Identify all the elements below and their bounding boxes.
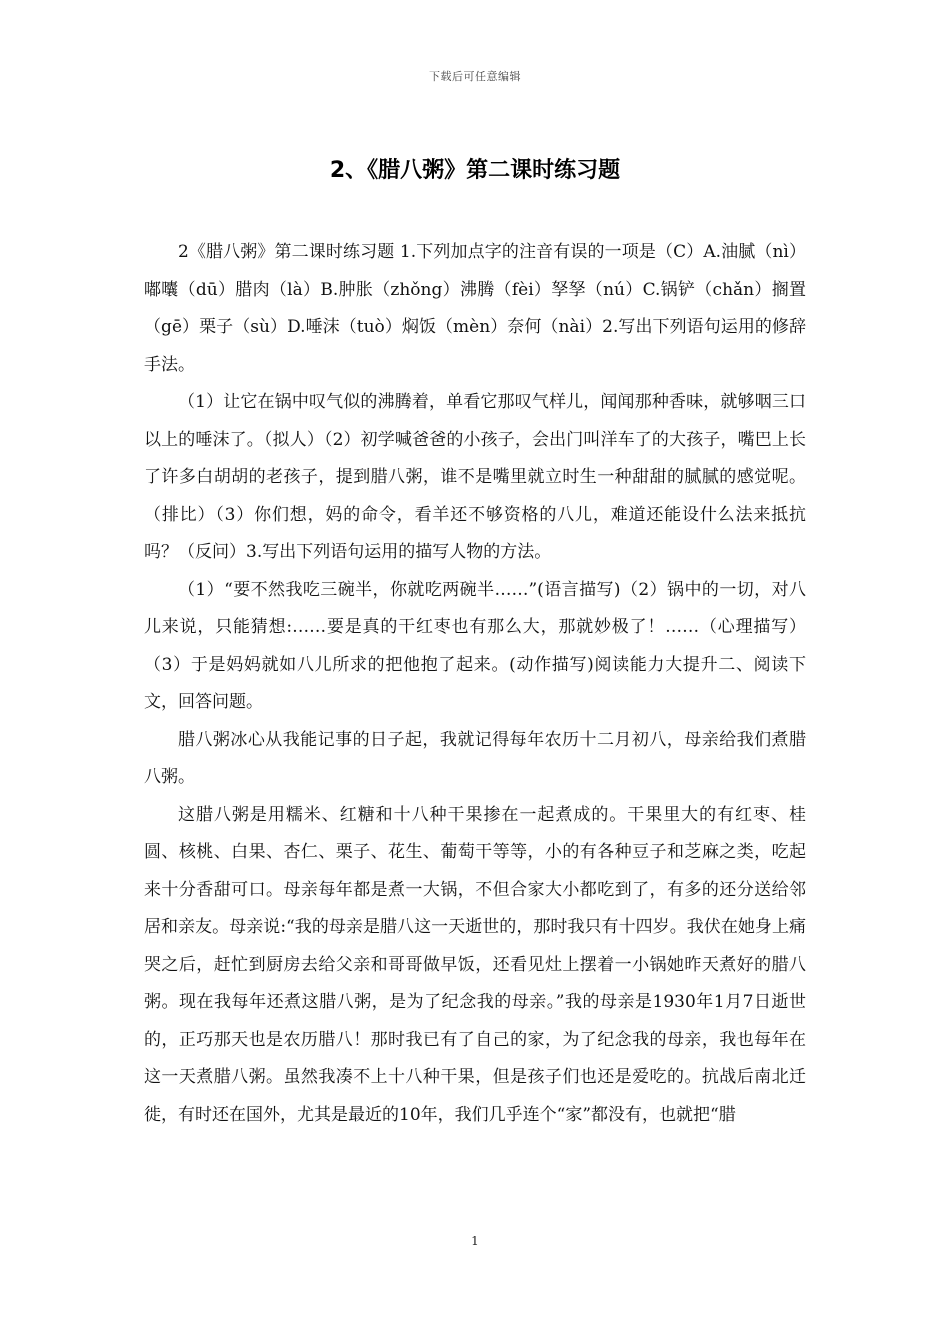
page-number: 1 — [471, 1234, 479, 1248]
paragraph-reading-intro: 腊八粥冰心从我能记事的日子起，我就记得每年农历十二月初八，母亲给我们煮腊八粥。 — [144, 729, 806, 787]
document-body — [144, 234, 806, 1134]
paragraph-rhetoric-answers: （1）让它在锅中叹气似的沸腾着，单看它那叹气样儿，闻闻那种香味，就够咽三口以上的唾沫了。（拟人）（2）初学喊爸爸的小孩子，会出门叫洋车了的大孩子，嘴巴上长了许多白胡胡的老孩子，提到腊八粥，谁不是嘴里就立时生一种甜甜的腻腻的感觉呢。（排比）（3）你们想，妈的命令，看羊还不够资格的八儿，难道还能设什么法来抵抗吗？（反问）3.写出下列语句运用的描写人物的方法。 — [144, 392, 806, 562]
document-title: 2、《腊八粥》第二课时练习题 — [329, 158, 621, 183]
paragraph-exercise-intro: 2《腊八粥》第二课时练习题 1.下列加点字的注音有误的一项是（C）A.油腻（nì）嘟囔（dū）腊肉（là）B.肿胀（zhǒng）沸腾（fèi）孥孥（nú）C.锅铲（chǎn）搁置（gē）栗子（sù）D.唾沫（tuò）焖饭（mèn）奈何（nài）2.写出下列语句运用的修辞手法。 — [144, 242, 806, 375]
paragraph-description-answers: （1）“要不然我吃三碗半，你就吃两碗半……”(语言描写)（2）锅中的一切，对八儿来说，只能猜想:……要是真的干红枣也有那么大，那就妙极了！……（心理描写）（3）于是妈妈就如八儿所求的把他抱了起来。(动作描写)阅读能力大提升二、阅读下文，回答问题。 — [144, 579, 806, 712]
page-header: 下载后可任意编辑 — [429, 70, 521, 83]
paragraph-reading-body: 这腊八粥是用糯米、红糖和十八种干果掺在一起煮成的。干果里大的有红枣、桂圆、核桃、白果、杏仁、栗子、花生、葡萄干等等，小的有各种豆子和芝麻之类，吃起来十分香甜可口。母亲每年都是煮一大锅，不但合家大小都吃到了，有多的还分送给邻居和亲友。母亲说:“我的母亲是腊八这一天逝世的，那时我只有十四岁。我伏在她身上痛哭之后，赶忙到厨房去给父亲和哥哥做早饭，还看见灶上摆着一小锅她昨天煮好的腊八粥。现在我每年还煮这腊八粥，是为了纪念我的母亲。”我的母亲是1930年1月7日逝世的，正巧那天也是农历腊八！那时我已有了自己的家，为了纪念我的母亲，我也每年在这一天煮腊八粥。虽然我凑不上十八种干果，但是孩子们也还是爱吃的。抗战后南北迁徙，有时还在国外，尤其是最近的10年，我们几乎连个“家”都没有，也就把“腊 — [144, 804, 806, 1125]
